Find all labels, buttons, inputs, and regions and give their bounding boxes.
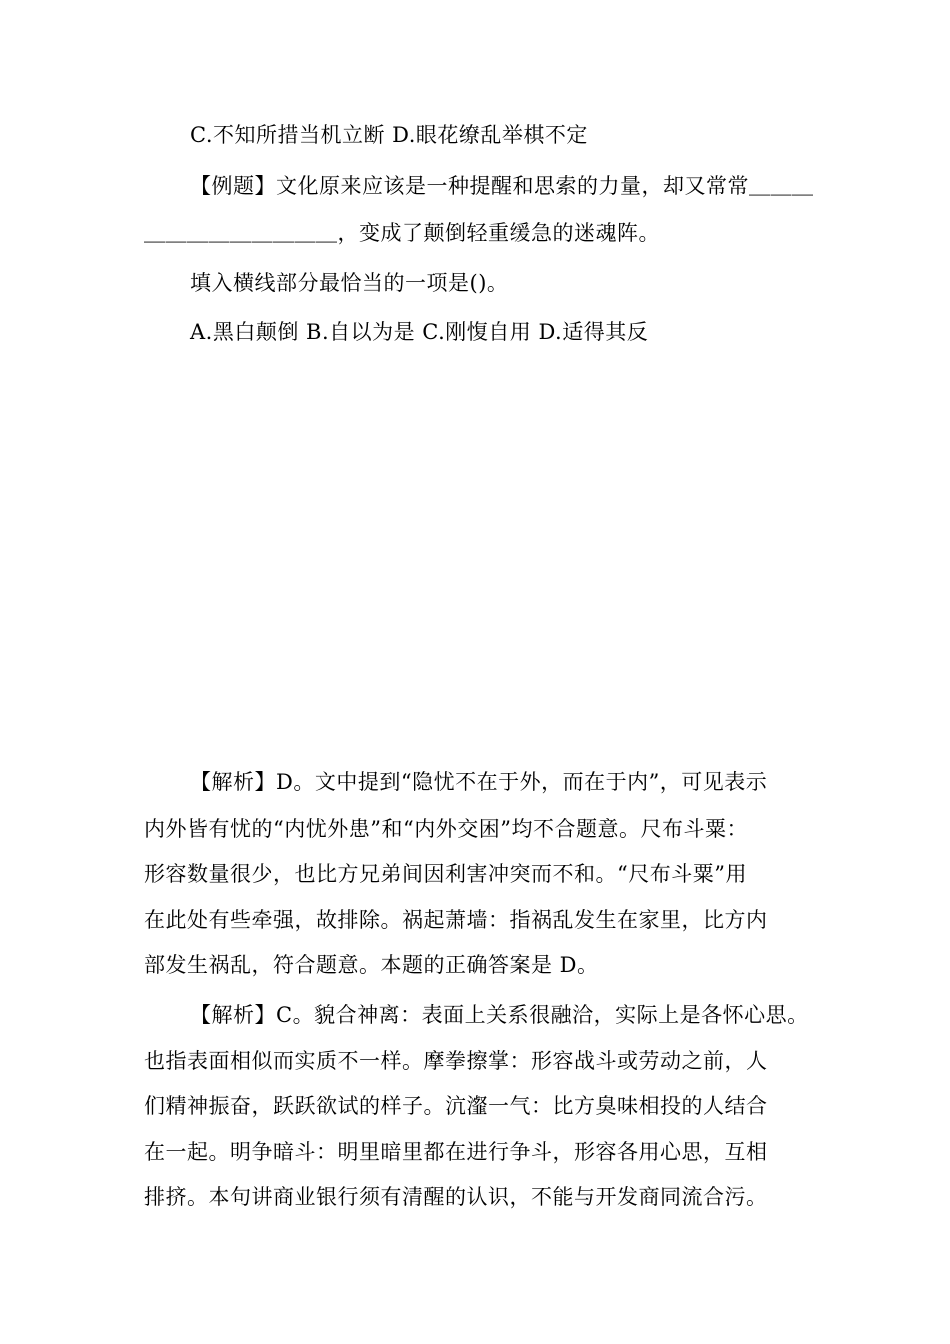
analysis-1-line-2: 内外皆有忧的“内忧外患”和“内外交困”均不合题意。尺布斗粟： xyxy=(144,817,748,841)
example-options: A.黑白颠倒 B.自以为是 C.刚愎自用 D.适得其反 xyxy=(190,320,649,344)
analysis-1-line-5: 部发生祸乱，符合题意。本题的正确答案是 D。 xyxy=(144,953,599,977)
example-question-line-2: ＿＿＿＿＿＿＿＿＿，变成了颠倒轻重缓急的迷魂阵。 xyxy=(144,221,660,245)
analysis-1-line-4: 在此处有些牵强，故排除。祸起萧墙：指祸乱发生在家里，比方内 xyxy=(144,908,768,932)
answer-options-prev: C.不知所措当机立断 D.眼花缭乱举棋不定 xyxy=(190,123,588,147)
analysis-2-line-5: 排挤。本句讲商业银行须有清醒的认识，不能与开发商同流合污。 xyxy=(144,1185,768,1209)
example-instruction: 填入横线部分最恰当的一项是()。 xyxy=(190,271,509,295)
example-question-line-1: 【例题】文化原来应该是一种提醒和思索的力量，却又常常＿＿＿ xyxy=(190,174,814,198)
analysis-1-line-3: 形容数量很少，也比方兄弟间因利害冲突而不和。“尺布斗粟”用 xyxy=(144,862,747,886)
analysis-2-line-4: 在一起。明争暗斗：明里暗里都在进行争斗，形容各用心思，互相 xyxy=(144,1140,768,1164)
analysis-1-line-1: 【解析】D。文中提到“隐忧不在于外，而在于内”，可见表示 xyxy=(190,770,768,794)
analysis-2-line-2: 也指表面相似而实质不一样。摩拳擦掌：形容战斗或劳动之前，人 xyxy=(144,1049,768,1073)
analysis-2-line-1: 【解析】C。貌合神离：表面上关系很融洽，实际上是各怀心思。 xyxy=(190,1003,809,1027)
analysis-2-line-3: 们精神振奋，跃跃欲试的样子。沆瀣一气：比方臭味相投的人结合 xyxy=(144,1094,768,1118)
